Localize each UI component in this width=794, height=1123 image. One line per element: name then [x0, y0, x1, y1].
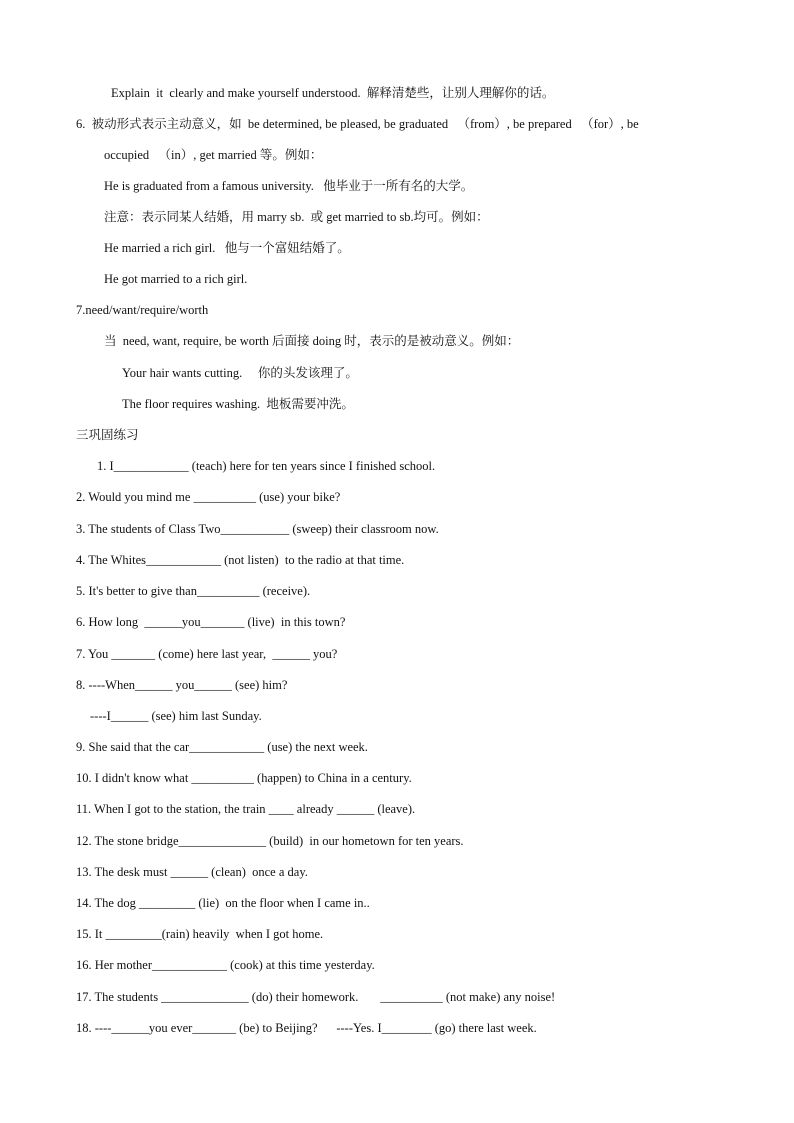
exercise-item: 14. The dog _________ (lie) on the floor when I came in..: [76, 896, 370, 910]
exercise-item: 18. ----______you ever_______ (be) to Beijing? ----Yes. I________ (go) there last week.: [76, 1021, 537, 1035]
example-married-2: He got married to a rich girl.: [104, 272, 248, 286]
exercise-item: 5. It's better to give than__________ (receive).: [76, 584, 311, 598]
grammar-point-6-continued: occupied （in）, get married 等。例如：: [104, 148, 323, 162]
section-heading-practice: 三巩固练习: [76, 428, 139, 442]
exercise-item: 4. The Whites____________ (not listen) to the radio at that time.: [76, 553, 405, 567]
exercise-item: 16. Her mother____________ (cook) at this time yesterday.: [76, 958, 375, 972]
exercise-item-reply: ----I______ (see) him last Sunday.: [90, 709, 262, 723]
exercise-item: 8. ----When______ you______ (see) him?: [76, 678, 288, 692]
exercise-item: 15. It _________(rain) heavily when I got home.: [76, 927, 324, 941]
exercise-item: 13. The desk must ______ (clean) once a day.: [76, 865, 308, 879]
grammar-point-6: 6. 被动形式表示主动意义，如 be determined, be pleased, be graduated （from）, be prepared （for）, be: [76, 117, 639, 131]
exercise-item: 3. The students of Class Two___________ (sweep) their classroom now.: [76, 522, 439, 536]
example-explain: Explain it clearly and make yourself understood. 解释清楚些，让别人理解你的话。: [111, 86, 555, 100]
exercise-item: 11. When I got to the station, the train ____ already ______ (leave).: [76, 802, 416, 816]
exercise-item: 12. The stone bridge______________ (build) in our hometown for ten years.: [76, 834, 464, 848]
exercise-item: 6. How long ______you_______ (live) in this town?: [76, 615, 346, 629]
example-graduated: He is graduated from a famous university. 他毕业于一所有名的大学。: [104, 179, 474, 193]
grammar-point-7: 7.need/want/require/worth: [76, 303, 209, 317]
example-hair: Your hair wants cutting. 你的头发该理了。: [122, 366, 358, 380]
grammar-point-7-rule: 当 need, want, require, be worth 后面接 doing 时，表示的是被动意义。例如：: [104, 334, 520, 348]
exercise-item: 17. The students ______________ (do) their homework. __________ (not make) any noise!: [76, 990, 556, 1004]
example-married-1: He married a rich girl. 他与一个富妞结婚了。: [104, 241, 350, 255]
note-married: 注意：表示同某人结婚，用 marry sb. 或 get married to sb.均可。例如：: [104, 210, 489, 224]
exercise-item: 2. Would you mind me __________ (use) your bike?: [76, 490, 341, 504]
exercise-item: 7. You _______ (come) here last year, ______ you?: [76, 647, 338, 661]
exercise-item: 9. She said that the car____________ (use) the next week.: [76, 740, 368, 754]
exercise-item: 10. I didn't know what __________ (happen) to China in a century.: [76, 771, 412, 785]
example-floor: The floor requires washing. 地板需要冲洗。: [122, 397, 354, 411]
exercise-item: 1. I____________ (teach) here for ten years since I finished school.: [97, 459, 436, 473]
